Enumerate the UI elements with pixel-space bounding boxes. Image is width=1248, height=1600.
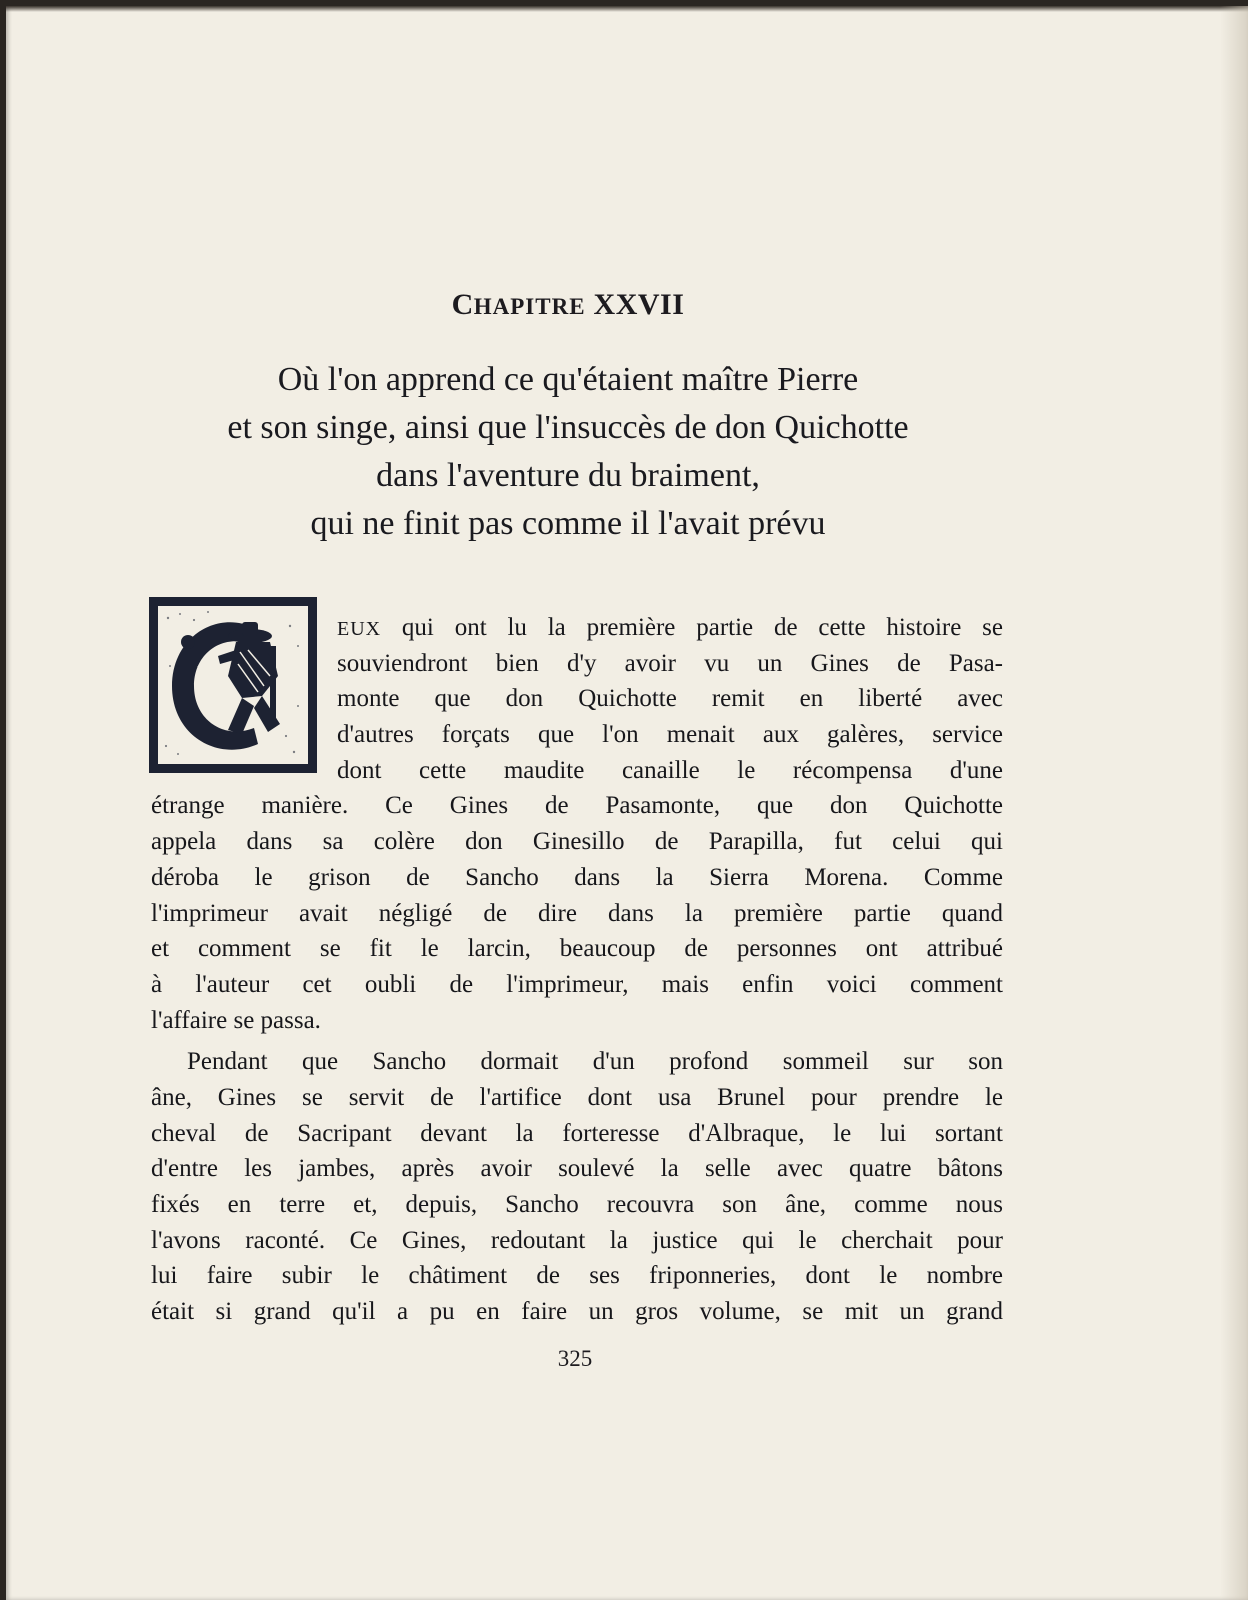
book-page <box>6 6 1248 1600</box>
text-line: âne, Gines se servit de l'artifice dont usa Brunel pour prendre le <box>151 1083 1003 1111</box>
text-line: l'affaire se passa. <box>151 1006 321 1034</box>
text-line: l'avons raconté. Ce Gines, redoutant la justice qui le cherchait pour <box>151 1226 1003 1254</box>
text-line: d'entre les jambes, après avoir soulevé la selle avec quatre bâtons <box>151 1155 1003 1183</box>
chapter-title <box>146 356 990 548</box>
text-line: d'autres forçats que l'on menait aux galères, service <box>337 721 1003 749</box>
text-line: et comment se fit le larcin, beaucoup de personnes ont attribué <box>151 935 1003 963</box>
text-line: l'imprimeur avait négligé de dire dans la première partie quand <box>151 899 1003 927</box>
chapter-title-line: Où l'on apprend ce qu'étaient maître Pierre <box>277 361 859 398</box>
text-line: était si grand qu'il a pu en faire un gros volume, se mit un grand <box>151 1298 1003 1326</box>
chapter-number: XXVII <box>593 288 685 321</box>
body-text <box>151 610 1003 1330</box>
chapter-label-rest: HAPITRE <box>473 294 586 319</box>
page-right-edge <box>1220 6 1248 1600</box>
text-line <box>151 610 1003 646</box>
page-top-shadow <box>6 6 1248 12</box>
text-line: cheval de Sacripant devant la forteresse d'Albraque, le lui sortant <box>151 1119 1003 1147</box>
text-line: étrange manière. Ce Gines de Pasamonte, que don Quichotte <box>151 792 1003 820</box>
chapter-title-line: et son singe, ainsi que l'insuccès de don Quichotte <box>227 409 909 446</box>
text-line: souviendront bien d'y avoir vu un Gines de Pasa- <box>337 649 1003 677</box>
text-line: déroba le grison de Sancho dans la Sierra Morena. Comme <box>151 863 1003 891</box>
text-line: appela dans sa colère don Ginesillo de Parapilla, fut celui qui <box>151 828 1003 856</box>
page-number: 325 <box>557 1346 593 1371</box>
text-line: Pendant que Sancho dormait d'un profond sommeil sur son <box>187 1048 1003 1076</box>
text-line: fixés en terre et, depuis, Sancho recouvra son âne, comme nous <box>151 1191 1003 1218</box>
chapter-heading <box>6 288 1130 322</box>
text-line: lui faire subir le châtiment de ses friponneries, dont le nombre <box>151 1262 1003 1290</box>
chapter-title-line: dans l'aventure du braiment, <box>376 457 760 494</box>
text-line: monte que don Quichotte remit en liberté avec <box>337 685 1003 713</box>
text-line: à l'auteur cet oubli de l'imprimeur, mais enfin voici comment <box>151 970 1003 998</box>
chapter-label-initial: C <box>451 288 474 321</box>
first-line-rest: qui ont lu la première partie de cette histoire se <box>381 614 1003 641</box>
text-line: dont cette maudite canaille le récompensa d'une <box>337 756 1003 784</box>
first-word-rest: EUX <box>337 618 382 640</box>
chapter-title-line: qui ne finit pas comme il l'avait prévu <box>310 505 826 542</box>
